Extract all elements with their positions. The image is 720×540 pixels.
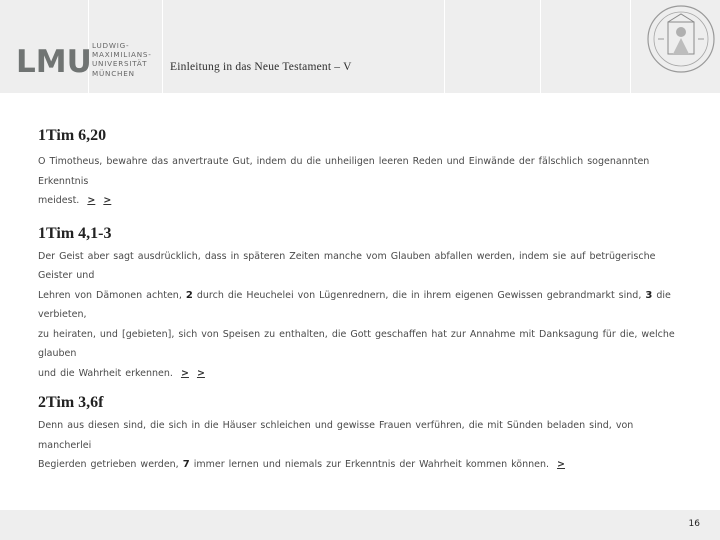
header-bar	[0, 0, 720, 93]
header-cell	[162, 0, 445, 93]
university-name	[92, 41, 152, 78]
university-name-line: UNIVERSITÄT	[92, 59, 148, 69]
verse-text: und die Wahrheit erkennen.	[38, 367, 173, 379]
university-name-line: MAXIMILIANS-	[92, 50, 152, 60]
bible-verse-text	[38, 247, 688, 384]
verse-text: zu heiraten, und [gebieten], sich von Speisen zu enthalten, die Gott geschaffen hat zur Annahme mit Danksagung für die, welche glauben	[38, 328, 675, 359]
verse-number: 3	[645, 289, 653, 301]
lmu-logo	[16, 44, 92, 80]
section-heading: 1Tim 6,20	[38, 127, 107, 144]
link-next-arrow[interactable]: >	[557, 459, 566, 470]
link-next-arrow[interactable]: >	[180, 367, 189, 379]
verse-text: die verbieten,	[38, 289, 671, 320]
verse-text: durch die Heuchelei von Lügenrednern, die in ihrem eigenen Gewissen gebrandmarkt sind,	[196, 289, 642, 301]
link-next-arrow[interactable]: >	[87, 195, 96, 206]
slide-title: Einleitung in das Neue Testament – V	[170, 61, 352, 73]
verse-text: meidest.	[38, 195, 80, 206]
section-heading: 1Tim 4,1-3	[38, 224, 112, 242]
bible-verse-text	[38, 416, 688, 475]
verse-text: Der Geist aber sagt ausdrücklich, dass in späteren Zeiten manche vom Glauben abfallen werden, indem sie auf betrügerische Geister und	[38, 250, 656, 281]
verse-text: Lehren von Dämonen achten,	[38, 289, 182, 301]
slide-content	[38, 126, 688, 475]
verse-text: Begierden getrieben werden,	[38, 459, 179, 470]
verse-text: immer lernen und niemals zur Erkenntnis der Wahrheit kommen können.	[193, 459, 550, 470]
university-name-line: MÜNCHEN	[92, 68, 135, 78]
university-seal-icon	[646, 4, 716, 74]
lmu-logo-text: LMU	[16, 43, 92, 80]
bible-verse-text	[38, 152, 688, 211]
link-next-arrow[interactable]: >	[196, 367, 205, 379]
link-next-arrow[interactable]: >	[103, 195, 112, 206]
verse-text: O Timotheus, bewahre das anvertraute Gut, indem du die unheiligen leeren Reden und Einwände der fälschlich sogenannten Erkenntnis	[38, 156, 650, 187]
header-cell	[540, 0, 631, 93]
university-name-line: LUDWIG-	[92, 41, 130, 50]
verse-number: 2	[185, 289, 193, 301]
verse-text: Denn aus diesen sind, die sich in die Häuser schleichen und gewisse Frauen verführen, die mit Sünden beladen sind, von mancherlei	[38, 420, 634, 451]
page-number: 16	[688, 519, 700, 529]
header-cell	[444, 0, 541, 93]
footer-bar	[0, 510, 720, 540]
verse-number: 7	[182, 459, 190, 470]
section-heading: 2Tim 3,6f	[38, 394, 104, 411]
